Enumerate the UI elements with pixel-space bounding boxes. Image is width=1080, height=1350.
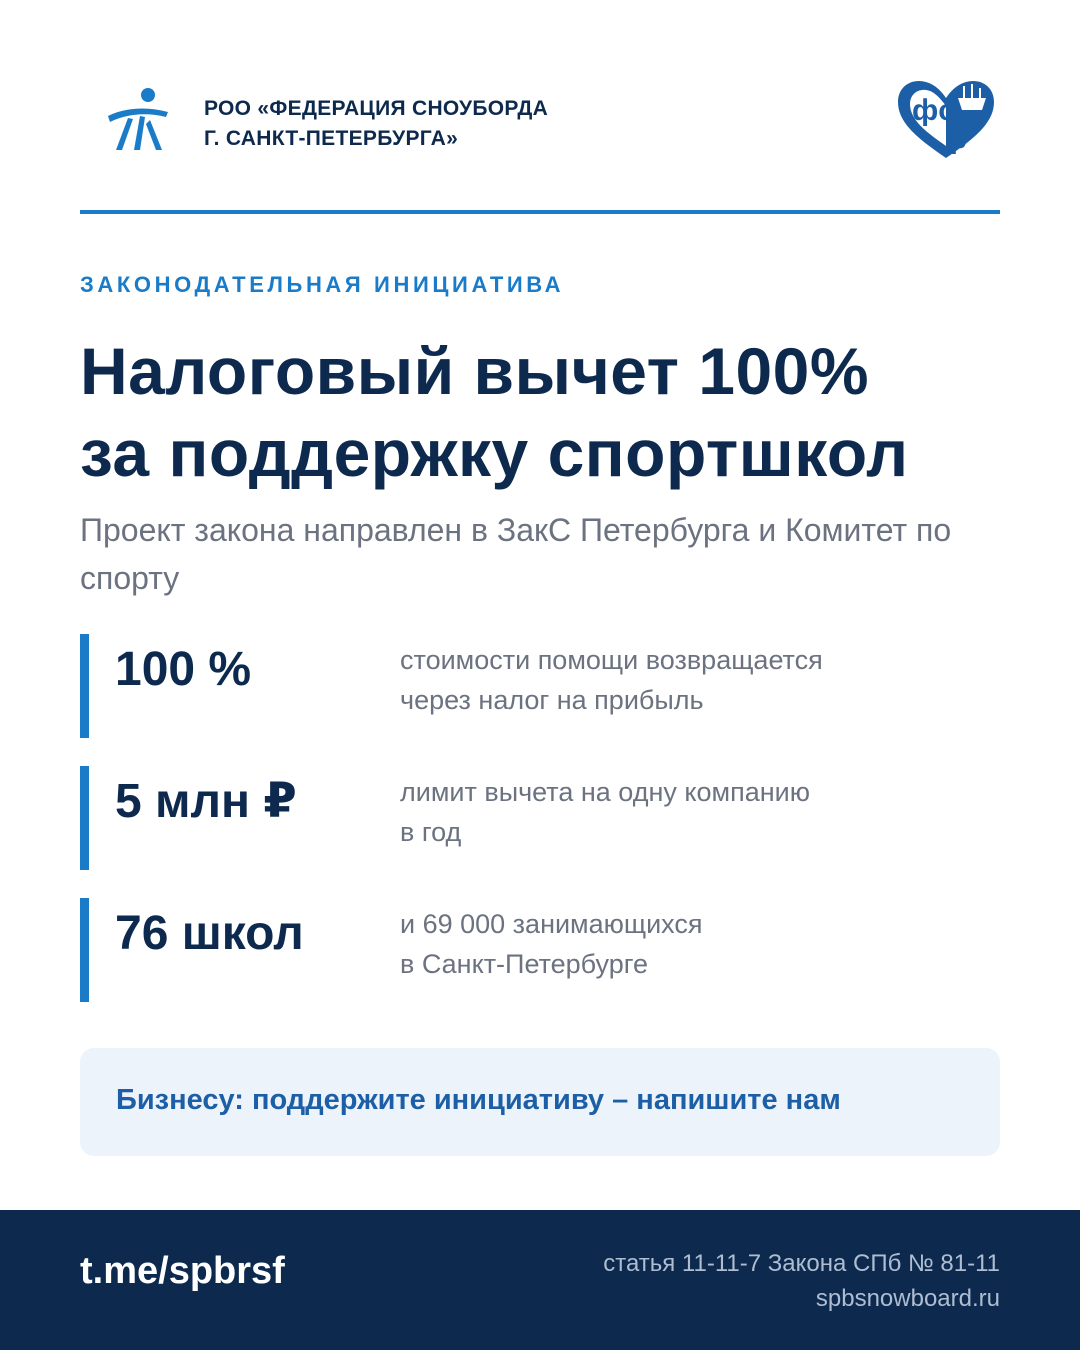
- stat-description-line-1: и 69 000 занимающихся: [400, 909, 703, 939]
- stat-value: 100 %: [115, 643, 252, 696]
- cta-banner[interactable]: [80, 1048, 1000, 1156]
- telegram-link[interactable]: t.me/spbrsf: [80, 1250, 285, 1292]
- header-divider: [80, 210, 1000, 214]
- stat-description-line-1: стоимости помощи возвращается: [400, 645, 823, 675]
- svg-text:фс: фс: [912, 94, 955, 127]
- stat-item: [80, 634, 1000, 738]
- stat-description: [400, 904, 703, 984]
- svg-text:р: р: [950, 123, 968, 154]
- title-line-1: Налоговый вычет 100%: [80, 334, 870, 408]
- header: [80, 80, 1000, 170]
- law-reference: статья 11-11-7 Закона СПб № 81-11: [603, 1250, 1000, 1277]
- subtitle: Проект закона направлен в ЗакС Петербурга и Комитет по спорту: [80, 512, 952, 596]
- stat-description-line-2: в год: [400, 817, 462, 847]
- org-name-line-1: РОО «ФЕДЕРАЦИЯ СНОУБОРДА: [204, 97, 549, 120]
- stat-value: 76 школ: [115, 907, 304, 960]
- fsr-heart-logo-icon: [890, 76, 1000, 160]
- snowboarder-emblem-icon: [106, 86, 170, 152]
- stat-description-line-2: в Санкт-Петербурге: [400, 949, 649, 979]
- stat-item: [80, 898, 1000, 1002]
- stat-accent-bar: [80, 766, 89, 870]
- stat-description-line-2: через налог на прибыль: [400, 685, 704, 715]
- stat-item: [80, 766, 1000, 870]
- stats-list: [80, 634, 1000, 1030]
- website-link[interactable]: spbsnowboard.ru: [815, 1285, 1000, 1312]
- stat-description-line-1: лимит вычета на одну компанию: [400, 777, 810, 807]
- org-name-line-2: Г. САНКТ-ПЕТЕРБУРГА»: [204, 127, 459, 150]
- page-title: [80, 330, 1000, 494]
- title-line-2: за поддержку спортшкол: [80, 416, 909, 490]
- stat-accent-bar: [80, 898, 89, 1002]
- footer-info: [603, 1246, 1000, 1316]
- stat-accent-bar: [80, 634, 89, 738]
- footer: [0, 1210, 1080, 1350]
- stat-description: [400, 772, 810, 852]
- category-label: ЗАКОНОДАТЕЛЬНАЯ ИНИЦИАТИВА: [80, 272, 565, 297]
- stat-description: [400, 640, 823, 720]
- cta-label[interactable]: Бизнесу: поддержите инициативу – напишите нам: [116, 1084, 841, 1116]
- organization-name: [204, 94, 548, 154]
- stat-value: 5 млн ₽: [115, 775, 297, 828]
